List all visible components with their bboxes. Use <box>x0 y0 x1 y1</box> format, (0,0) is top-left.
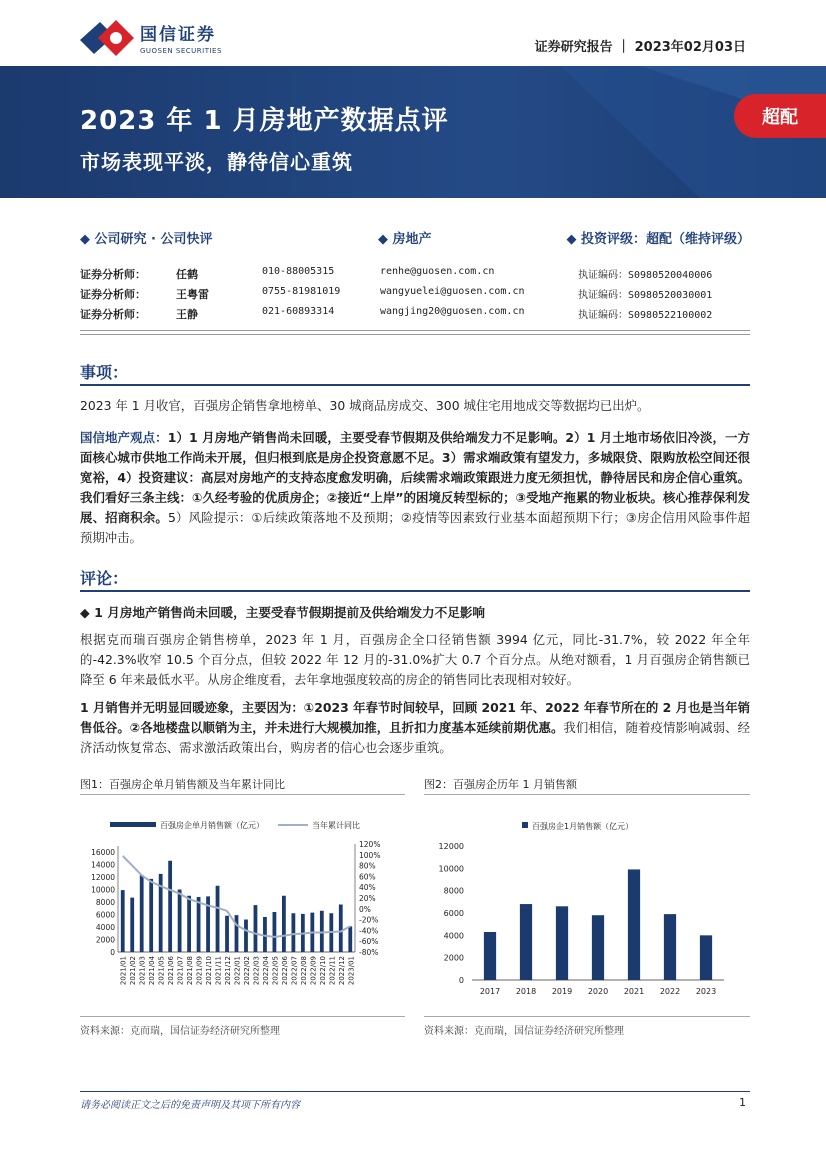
report-category: ◆ 公司研究 · 公司快评 <box>80 232 213 247</box>
bar <box>121 890 125 952</box>
logo-text-en: GUOSEN SECURITIES <box>140 46 222 55</box>
y-tick-label: 14000 <box>91 860 115 870</box>
analyst-cert: 执证编码：S0980520040006 <box>578 270 713 281</box>
company-logo <box>80 18 222 56</box>
figure-1-source: 资料来源：克而瑞，国信证券经济研究所整理 <box>80 1026 280 1037</box>
x-tick-label: 2022/01 <box>233 956 242 986</box>
bar <box>520 904 532 980</box>
page-header <box>0 0 826 66</box>
analyst-email[interactable]: renhe@guosen.com.cn <box>380 266 495 277</box>
figure-2-source: 资料来源：克而瑞，国信证券经济研究所整理 <box>424 1026 624 1037</box>
x-tick-label: 2021/10 <box>205 956 214 986</box>
y-tick-label: 16000 <box>91 848 115 857</box>
y-tick-label: 10000 <box>91 885 115 895</box>
legend-label: 百强房企1月销售额（亿元） <box>532 822 634 831</box>
x-tick-label: 2022/11 <box>328 956 337 986</box>
report-type-date: 证券研究报告 ｜ 2023年02月03日 <box>534 40 746 55</box>
analyst-role: 证券分析师： <box>80 288 146 301</box>
figure-1-top-rule <box>80 794 405 795</box>
comment-bullet: ◆ 1 月房地产销售尚未回暖，主要受春节假期提前及供给端发力不足影响 <box>80 605 486 620</box>
bar <box>216 886 220 952</box>
x-tick-label: 2022/05 <box>271 956 280 986</box>
bar <box>664 914 676 980</box>
y2-tick-label: 20% <box>359 894 376 903</box>
x-tick-label: 2022/06 <box>280 956 289 986</box>
bar <box>225 916 229 952</box>
rating-badge: 超配 <box>734 94 826 138</box>
figure-2-top-rule <box>424 794 750 795</box>
x-tick-label: 2021/06 <box>167 956 176 986</box>
legend-label: 百强房企单月销售额（亿元） <box>160 821 264 830</box>
x-tick-label: 2022/10 <box>318 956 327 986</box>
y2-tick-label: 80% <box>359 861 376 871</box>
x-tick-label: 2022/12 <box>337 956 346 986</box>
analyst-role: 证券分析师： <box>80 268 146 281</box>
x-tick-label: 2022/07 <box>290 956 299 986</box>
bar <box>273 912 277 952</box>
x-tick-label: 2022/02 <box>242 956 251 986</box>
analyst-divider <box>80 330 750 331</box>
y-tick-label: 4000 <box>443 931 464 941</box>
figure-2-chart <box>424 800 750 1015</box>
bar <box>592 915 604 980</box>
report-subtitle: 市场表现平淡，静待信心重筑 <box>80 150 353 174</box>
analyst-email[interactable]: wangjing20@guosen.com.cn <box>380 306 525 317</box>
bar <box>140 875 144 952</box>
y2-tick-label: 100% <box>359 850 381 860</box>
logo-text-cn: 国信证券 <box>140 24 216 45</box>
bar <box>178 890 182 953</box>
analyst-name: 王粤雷 <box>176 288 209 301</box>
bar <box>291 913 295 952</box>
y2-tick-label: -20% <box>359 915 379 925</box>
bar <box>149 879 153 952</box>
x-tick-label: 2018 <box>515 987 537 996</box>
y-tick-label: 12000 <box>438 842 464 851</box>
x-tick-label: 2022/04 <box>261 956 270 986</box>
analyst-row <box>80 266 750 286</box>
y-tick-label: 2000 <box>443 953 464 963</box>
analyst-row <box>80 286 750 306</box>
y-tick-label: 10000 <box>438 864 464 874</box>
analyst-email[interactable]: wangyuelei@guosen.com.cn <box>380 286 525 297</box>
figure-2-bottom-rule <box>424 1016 750 1017</box>
x-tick-label: 2022/08 <box>299 956 308 986</box>
investment-rating: ◆ 投资评级：超配（维持评级） <box>566 232 750 247</box>
y-tick-label: 6000 <box>95 910 115 920</box>
y-tick-label: 0 <box>458 976 464 985</box>
title-banner <box>0 66 826 198</box>
x-tick-label: 2023/01 <box>347 956 356 986</box>
x-tick-label: 2022 <box>659 987 681 996</box>
bar <box>348 926 352 952</box>
y2-tick-label: 60% <box>359 872 376 882</box>
x-tick-label: 2021 <box>623 987 645 996</box>
y-tick-label: 8000 <box>443 886 464 896</box>
events-heading: 事项： <box>80 363 129 382</box>
bar <box>339 905 343 953</box>
x-tick-label: 2022/03 <box>252 956 261 986</box>
x-tick-label: 2021/05 <box>157 956 166 986</box>
figure-1-caption: 图1：百强房企单月销售额及当年累计同比 <box>80 778 285 791</box>
comment-p2-normal: 我们相信，随着疫情影响减弱、经济活动恢复常态、需求激活政策出台，购房者的信心也会逐步重筑。 <box>80 720 751 755</box>
bar <box>700 935 712 980</box>
x-tick-label: 2021/08 <box>186 956 195 986</box>
comment-heading: 评论： <box>80 569 129 588</box>
analyst-phone: 010-88005315 <box>262 266 335 277</box>
y2-tick-label: -80% <box>359 948 379 957</box>
y2-tick-label: 0% <box>359 904 371 914</box>
comment-paragraph-1: 根据克而瑞百强房企销售榜单，2023 年 1 月，百强房企全口径销售额 3994 亿元，同比-31.7%，较 2022 年全年的-42.3%收窄 10.5 个百分点，但较 2022 年 12 月的-31.0%扩大 0.7 个百分点。从绝对额看，1 月百强房企销售额已降至 6 年来最低水平。从房企维度看，去年拿地强度较高的房企的销售同比表现相对较好。 <box>80 632 750 687</box>
analyst-list <box>80 266 750 326</box>
report-industry: ◆ 房地产 <box>378 232 432 247</box>
x-tick-label: 2021/11 <box>214 956 223 986</box>
cumulative-yoy-line <box>123 856 351 937</box>
x-tick-label: 2023 <box>695 987 717 996</box>
figure-2-caption: 图2：百强房企历年 1 月销售额 <box>424 778 577 791</box>
bar <box>235 915 239 952</box>
x-tick-label: 2021/07 <box>176 956 185 986</box>
x-tick-label: 2020 <box>587 987 609 996</box>
events-rule <box>80 384 750 386</box>
house-view-paragraph <box>80 428 750 548</box>
figure-1-bottom-rule <box>80 1016 405 1017</box>
analyst-cert: 执证编码：S0980522100002 <box>578 310 713 321</box>
y2-tick-label: -40% <box>359 926 379 936</box>
analyst-phone: 021-60893314 <box>262 306 335 317</box>
analyst-role: 证券分析师： <box>80 308 146 321</box>
house-view-risk: 5）风险提示：①后续政策落地不及预期；②疫情等因素致行业基本面超预期下行；③房企信用风险事件超预期冲击。 <box>80 510 751 545</box>
bar <box>320 911 324 952</box>
legend-swatch-bar <box>522 822 528 828</box>
house-view-bold: 1）1 月房地产销售尚未回暖，主要受春节假期及供给端发力不足影响。2）1 月土地市场依旧冷淡，一方面核心城市供地工作尚未开展，但归根到底是房企投资意愿不足。3）需求端政策有望发力，多城限贷、限购放松空间还很宽裕，4）投资建议：高层对房地产的支持态度愈发明确，后续需求端政策跟进力度无须担忧，静待居民和房企信心重筑。我们看好三条主线：①久经考验的优质房企；②接近“上岸”的困境反转型标的；③受地产拖累的物业板块。核心推荐保利发展、招商积余。 <box>80 430 751 525</box>
analyst-name: 王静 <box>176 308 198 321</box>
analyst-name: 任鹤 <box>176 268 198 281</box>
x-tick-label: 2021/09 <box>195 956 204 986</box>
x-tick-label: 2019 <box>551 987 573 996</box>
x-tick-label: 2022/09 <box>309 956 318 986</box>
y-tick-label: 12000 <box>91 873 115 882</box>
report-title: 2023 年 1 月房地产数据点评 <box>80 106 449 136</box>
page-number: 1 <box>739 1096 746 1109</box>
y-tick-label: 4000 <box>95 923 115 932</box>
events-text: 2023 年 1 月收官，百强房企销售拿地榜单、30 城商品房成交、300 城住宅用地成交等数据均已出炉。 <box>80 398 650 413</box>
analyst-row <box>80 306 750 326</box>
logo-mark-icon <box>80 18 134 56</box>
bar <box>187 896 191 952</box>
legend-label: 当年累计同比 <box>312 821 360 830</box>
y2-tick-label: 40% <box>359 883 376 893</box>
x-tick-label: 2021/04 <box>148 956 157 986</box>
bar <box>197 897 201 952</box>
house-view-lead: 国信地产观点： <box>80 430 168 445</box>
y2-tick-label: 120% <box>359 840 381 849</box>
y2-tick-label: -60% <box>359 937 379 947</box>
bar <box>484 932 496 980</box>
legend-swatch-bar <box>110 822 156 827</box>
analyst-divider-2 <box>80 334 750 335</box>
x-tick-label: 2021/03 <box>138 956 147 986</box>
x-tick-label: 2021/12 <box>224 956 233 986</box>
bar <box>254 905 258 952</box>
bar <box>244 920 248 953</box>
disclaimer-note: 请务必阅读正文之后的免责声明及其项下所有内容 <box>80 1100 300 1111</box>
x-tick-label: 2021/02 <box>129 956 138 986</box>
x-tick-label: 2017 <box>479 987 501 996</box>
analyst-cert: 执证编码：S0980520030001 <box>578 290 713 301</box>
y-tick-label: 6000 <box>443 909 464 918</box>
bar <box>628 869 640 980</box>
bar <box>556 906 568 980</box>
figure-1-chart <box>80 800 405 1015</box>
y-tick-label: 2000 <box>95 935 115 945</box>
bar <box>282 896 286 952</box>
footer-rule <box>80 1091 750 1092</box>
comment-paragraph-2 <box>80 698 750 758</box>
y-tick-label: 8000 <box>95 898 115 907</box>
analyst-phone: 0755-81981019 <box>262 286 341 297</box>
comment-rule <box>80 590 750 592</box>
y-tick-label: 0 <box>110 948 115 957</box>
x-tick-label: 2021/01 <box>119 956 128 986</box>
bar <box>130 898 134 952</box>
bar <box>168 861 172 952</box>
comment-p2-bold: 1 月销售并无明显回暖迹象，主要因为：①2023 年春节时间较早，回顾 2021 年、2022 年春节所在的 2 月也是当年销售低谷。②各地楼盘以顺销为主，并未进行大规模加推，且折扣力度基本延续前期优惠。 <box>80 700 750 735</box>
